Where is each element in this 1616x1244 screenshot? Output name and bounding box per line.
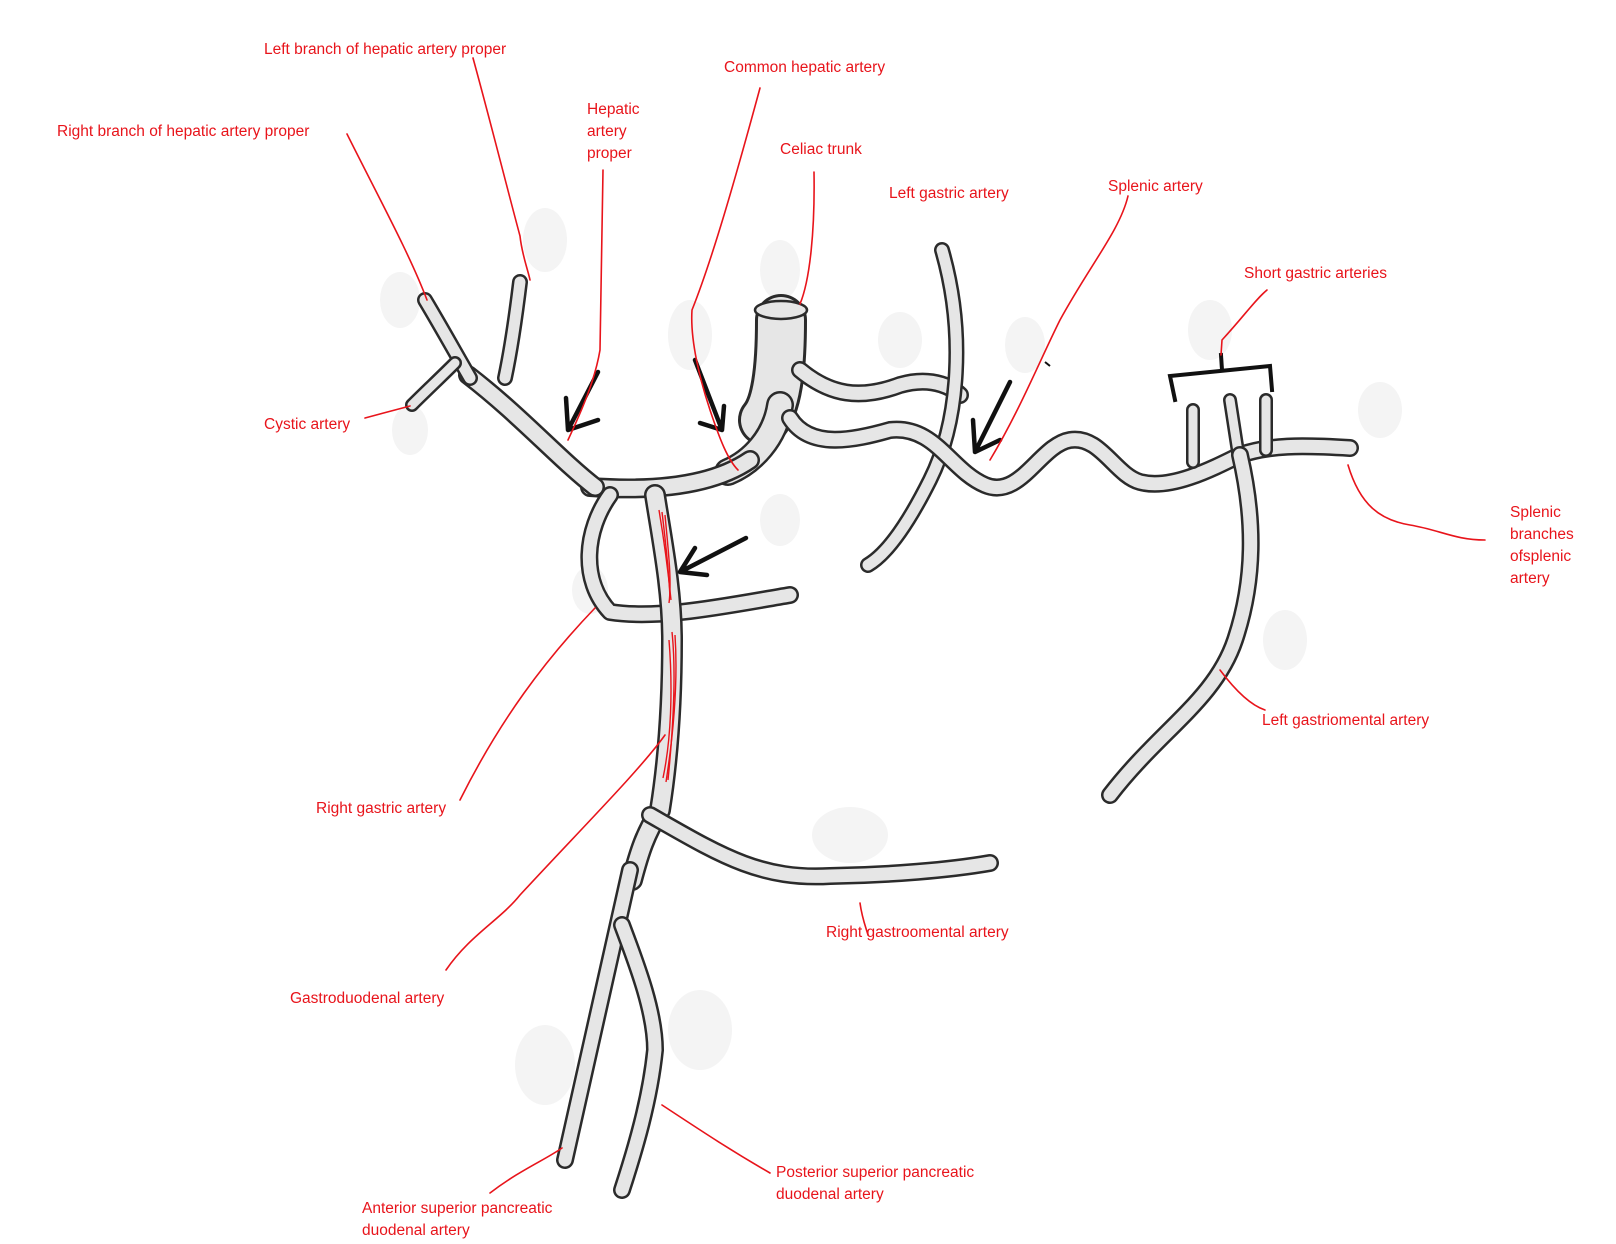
arrow-splenic bbox=[973, 382, 1010, 452]
vessel-left-gastric bbox=[800, 250, 960, 565]
vessel-left-branch-hepatic bbox=[505, 282, 520, 378]
label-short-gastric-arteries: Short gastric arteries bbox=[1244, 265, 1387, 282]
leader-hepatic-proper bbox=[568, 170, 603, 440]
label-splenic-branches: Splenic branches ofsplenic artery bbox=[1510, 504, 1574, 587]
vessel-celiac-trunk bbox=[728, 320, 781, 472]
label-left-branch-hepatic-proper: Left branch of hepatic artery proper bbox=[264, 41, 507, 58]
label-posterior-superior-pd: Posterior superior pancreatic duodenal artery bbox=[776, 1164, 975, 1203]
label-cystic-artery: Cystic artery bbox=[264, 416, 351, 433]
leader-posterior-superior-pd bbox=[662, 1105, 770, 1173]
background-smudges bbox=[380, 208, 1402, 1105]
vessel-cystic-artery bbox=[412, 363, 455, 405]
label-common-hepatic-artery: Common hepatic artery bbox=[724, 59, 886, 76]
label-right-branch-hepatic-proper: Right branch of hepatic artery proper bbox=[57, 123, 310, 140]
indicator-arrows bbox=[566, 360, 1050, 575]
label-hepatic-artery-proper: Hepatic artery proper bbox=[587, 101, 640, 162]
vessel-left-gastroomental bbox=[1110, 455, 1251, 795]
leader-celiac-trunk bbox=[800, 172, 814, 304]
arrow-gastroduodenal bbox=[680, 538, 746, 575]
leader-right-branch bbox=[347, 134, 427, 300]
label-celiac-trunk: Celiac trunk bbox=[780, 141, 862, 158]
leader-anterior-superior-pd bbox=[490, 1148, 562, 1193]
label-gastroduodenal-artery: Gastroduodenal artery bbox=[290, 990, 445, 1007]
label-right-gastric-artery: Right gastric artery bbox=[316, 800, 447, 817]
short-gastric-bracket bbox=[1170, 355, 1272, 400]
leader-left-branch bbox=[473, 58, 530, 280]
vessel-posterior-superior-pd bbox=[622, 925, 655, 1190]
label-left-gastric-artery: Left gastric artery bbox=[889, 185, 1009, 202]
vessel-hepatic-proper bbox=[468, 375, 595, 487]
leader-lines bbox=[347, 58, 1485, 1193]
celiac-trunk-opening bbox=[755, 301, 807, 319]
label-left-gastroomental-artery: Left gastriomental artery bbox=[1262, 712, 1430, 729]
leader-splenic-branches bbox=[1348, 465, 1485, 540]
label-anterior-superior-pd: Anterior superior pancreatic duodenal artery bbox=[362, 1200, 553, 1239]
label-right-gastroomental-artery: Right gastroomental artery bbox=[826, 924, 1009, 941]
arrow-hepatic-proper bbox=[566, 372, 598, 430]
leader-right-gastric bbox=[460, 608, 595, 800]
vessel-anterior-superior-pd bbox=[565, 870, 630, 1160]
label-splenic-artery: Splenic artery bbox=[1108, 178, 1203, 195]
